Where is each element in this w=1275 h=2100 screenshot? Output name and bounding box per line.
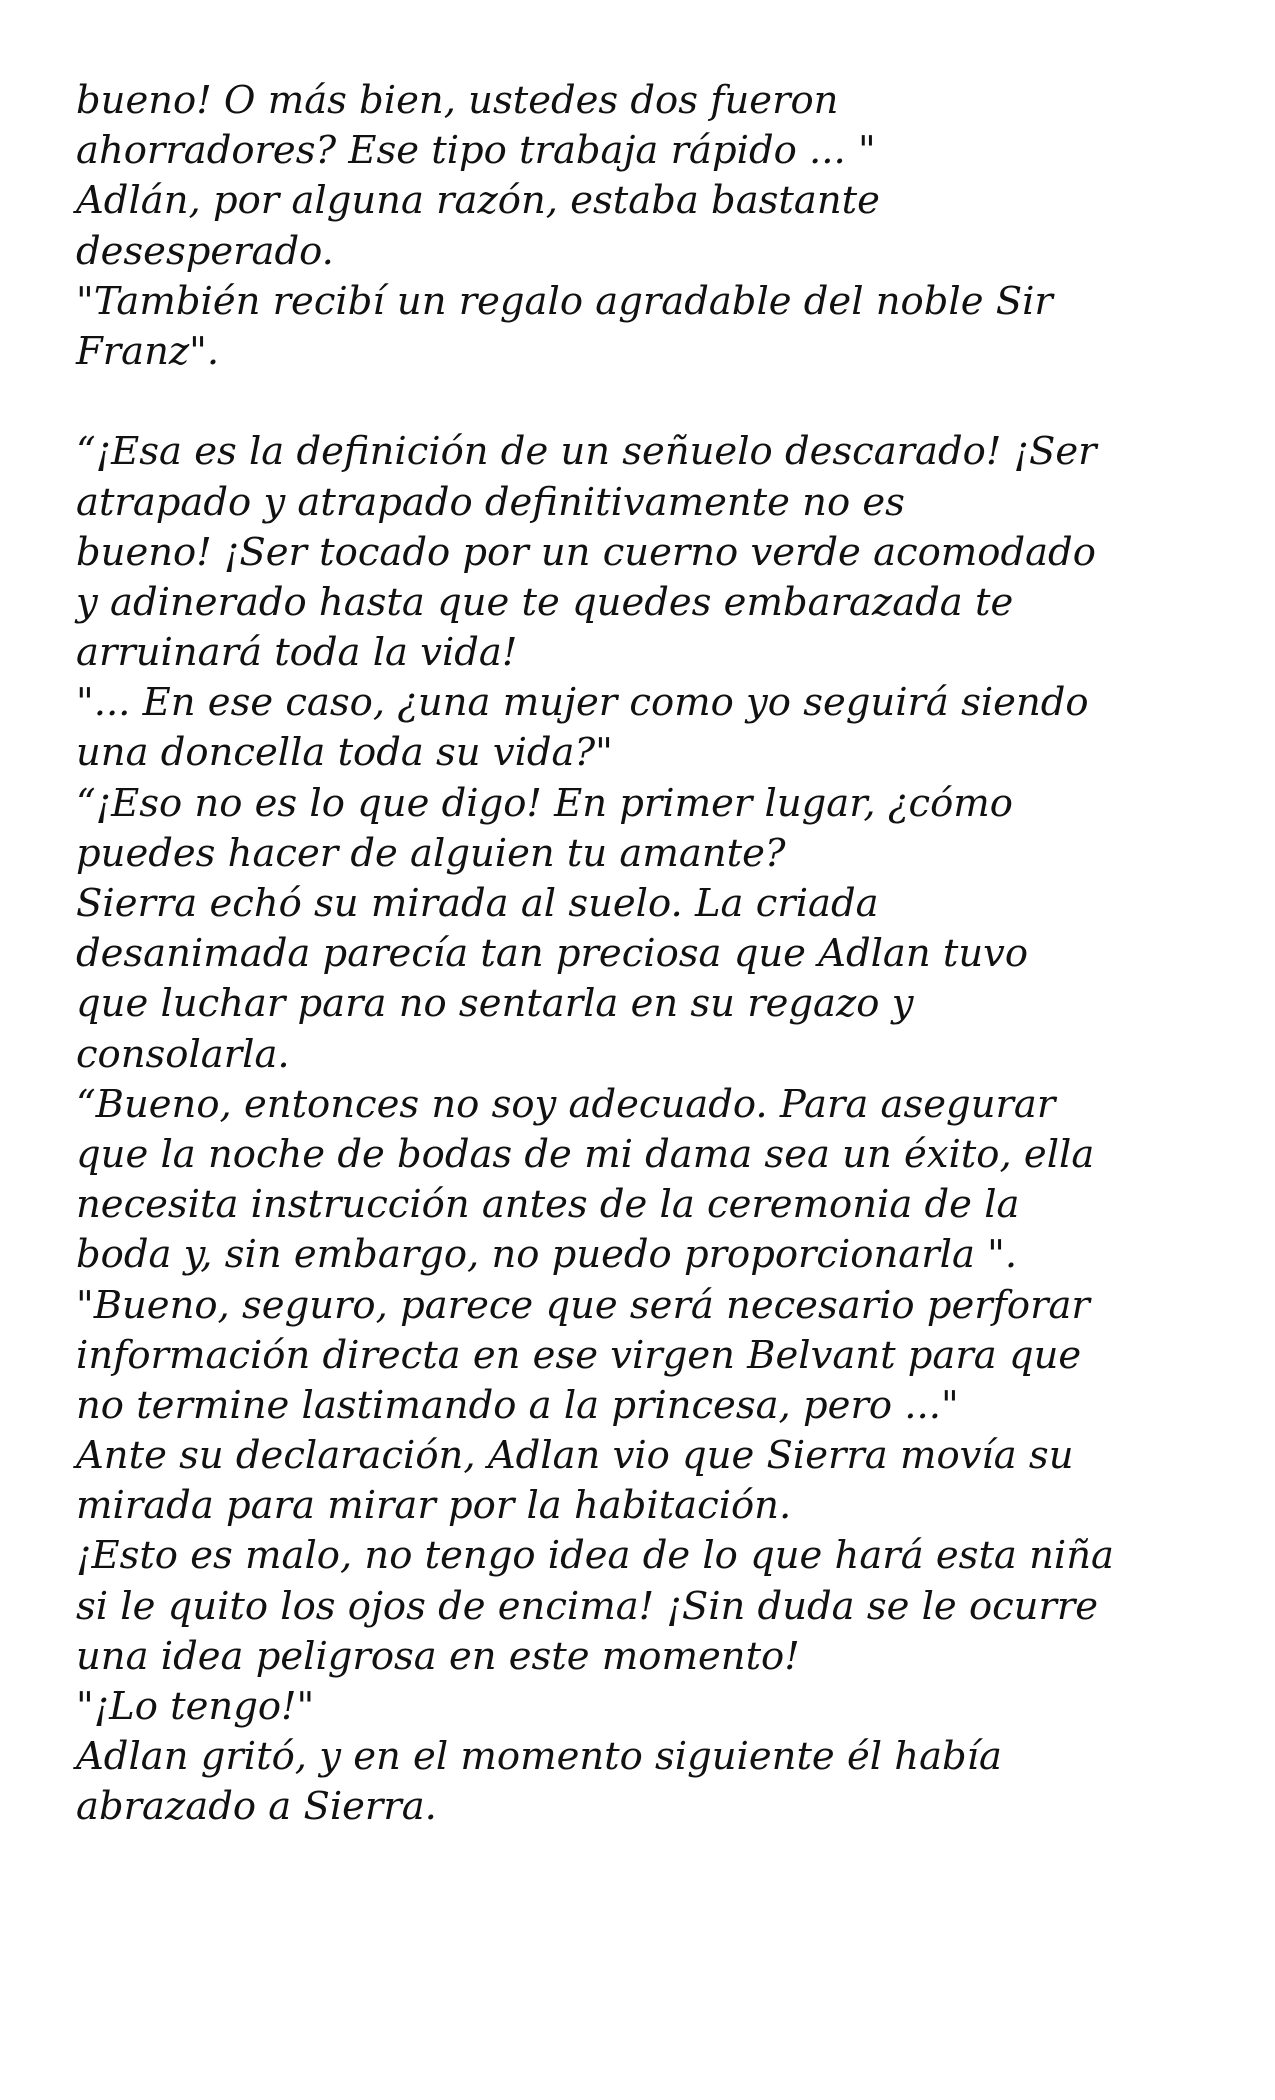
document-page	[76, 76, 1226, 1833]
text-line: ahorradores? Ese tipo trabaja rápido ... "	[76, 128, 876, 174]
text-line: “¡Eso no es lo que digo! En primer lugar, ¿cómo	[76, 780, 1013, 826]
text-line: consolarla.	[76, 1031, 290, 1077]
text-line: Ante su declaración, Adlan vio que Sierra movía su	[76, 1433, 1074, 1479]
text-line: mirada para mirar por la habitación.	[76, 1483, 792, 1529]
text-line: desesperado.	[76, 228, 334, 274]
text-line: Sierra echó su mirada al suelo. La criada	[76, 881, 879, 926]
text-line: desanimada parecía tan preciosa que Adlan tuvo	[76, 931, 1029, 977]
text-line: y adinerado hasta que te quedes embarazada te	[76, 579, 1014, 625]
text-line: puedes hacer de alguien tu amante?	[76, 830, 786, 876]
text-line: una idea peligrosa en este momento!	[76, 1633, 800, 1679]
text-line: una doncella toda su vida?"	[76, 730, 613, 776]
text-line: bueno! O más bien, ustedes dos fueron	[76, 78, 839, 123]
text-line: “¡Esa es la definición de un señuelo descarado! ¡Ser	[76, 429, 1097, 475]
text-line: "... En ese caso, ¿una mujer como yo seguirá siendo	[76, 680, 1089, 726]
text-line: boda y, sin embargo, no puedo proporcionarla ".	[76, 1232, 1018, 1278]
text-line: “Bueno, entonces no soy adecuado. Para asegurar	[76, 1081, 1056, 1127]
text-line: "¡Lo tengo!"	[76, 1684, 315, 1729]
text-line: no termine lastimando a la princesa, pero ..."	[76, 1382, 959, 1428]
text-line: Franz".	[76, 328, 220, 374]
text-line: "También recibí un regalo agradable del noble Sir	[76, 278, 1053, 324]
text-line: bueno! ¡Ser tocado por un cuerno verde acomodado	[76, 529, 1096, 575]
paragraph-gap	[76, 377, 1226, 427]
text-line: arruinará toda la vida!	[76, 630, 518, 676]
text-line: Adlán, por alguna razón, estaba bastante	[76, 178, 880, 224]
text-line: ¡Esto es malo, no tengo idea de lo que hará esta niña	[76, 1533, 1114, 1579]
text-line: si le quito los ojos de encima! ¡Sin duda se le ocurre	[76, 1583, 1099, 1629]
text-line: que la noche de bodas de mi dama sea un éxito, ella	[76, 1131, 1095, 1177]
text-line: información directa en ese virgen Belvant para que	[76, 1332, 1082, 1378]
text-line: abrazado a Sierra.	[76, 1784, 437, 1830]
text-line: necesita instrucción antes de la ceremonia de la	[76, 1182, 1020, 1228]
text-line: que luchar para no sentarla en su regazo y	[76, 981, 914, 1027]
text-line: Adlan gritó, y en el momento siguiente él había	[76, 1734, 1002, 1780]
text-line: atrapado y atrapado definitivamente no es	[76, 479, 905, 525]
text-line: "Bueno, seguro, parece que será necesario perforar	[76, 1282, 1090, 1328]
